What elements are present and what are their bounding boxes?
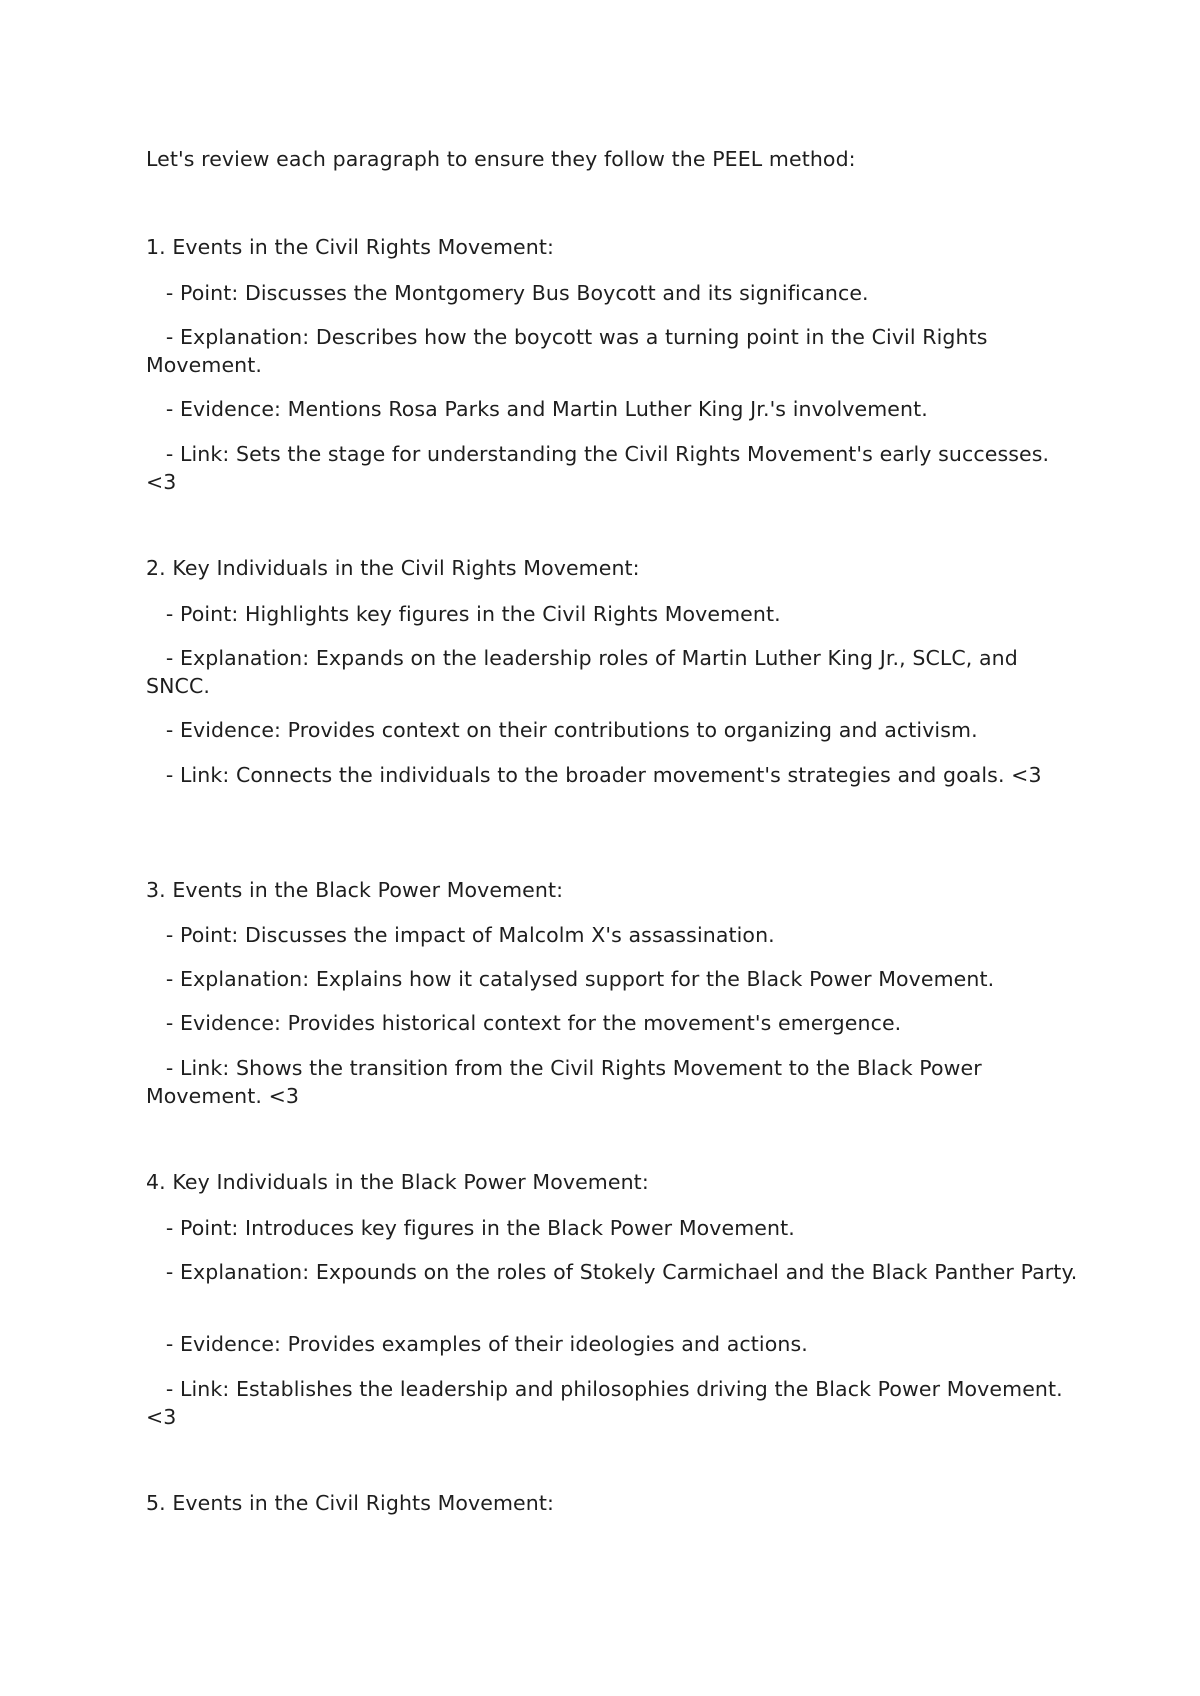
section-3-link: - Link: Shows the transition from the Civil Rights Movement to the Black Power Movement. <3 [146, 1056, 989, 1108]
intro-text: Let's review each paragraph to ensure they follow the PEEL method: [146, 147, 856, 171]
section-4-link: - Link: Establishes the leadership and philosophies driving the Black Power Movement. <3 [146, 1377, 1070, 1429]
section-5-heading: 5. Events in the Civil Rights Movement: [146, 1491, 554, 1515]
section-1-explanation: - Explanation: Describes how the boycott was a turning point in the Civil Rights Movement. [146, 325, 995, 377]
section-2-link: - Link: Connects the individuals to the broader movement's strategies and goals. <3 [146, 763, 1042, 787]
section-3-heading: 3. Events in the Black Power Movement: [146, 878, 564, 902]
section-3-evidence: - Evidence: Provides historical context for the movement's emergence. [146, 1011, 902, 1035]
section-2-explanation: - Explanation: Expands on the leadership roles of Martin Luther King Jr., SCLC, and SNCC. [146, 646, 1025, 698]
section-3-point: - Point: Discusses the impact of Malcolm X's assassination. [146, 923, 775, 947]
section-2-point: - Point: Highlights key figures in the Civil Rights Movement. [146, 602, 781, 626]
section-4-evidence: - Evidence: Provides examples of their ideologies and actions. [146, 1332, 808, 1356]
section-2-evidence: - Evidence: Provides context on their contributions to organizing and activism. [146, 718, 978, 742]
section-1-link: - Link: Sets the stage for understanding the Civil Rights Movement's early successes. <3 [146, 442, 1056, 494]
section-1-point: - Point: Discusses the Montgomery Bus Boycott and its significance. [146, 281, 869, 305]
section-1-evidence: - Evidence: Mentions Rosa Parks and Martin Luther King Jr.'s involvement. [146, 397, 928, 421]
section-3-explanation: - Explanation: Explains how it catalysed support for the Black Power Movement. [146, 967, 995, 991]
section-4-heading: 4. Key Individuals in the Black Power Movement: [146, 1170, 649, 1194]
section-4-point: - Point: Introduces key figures in the Black Power Movement. [146, 1216, 795, 1240]
section-2-heading: 2. Key Individuals in the Civil Rights Movement: [146, 556, 640, 580]
section-1-heading: 1. Events in the Civil Rights Movement: [146, 235, 554, 259]
section-4-explanation: - Explanation: Expounds on the roles of Stokely Carmichael and the Black Panther Party. [146, 1260, 1078, 1284]
